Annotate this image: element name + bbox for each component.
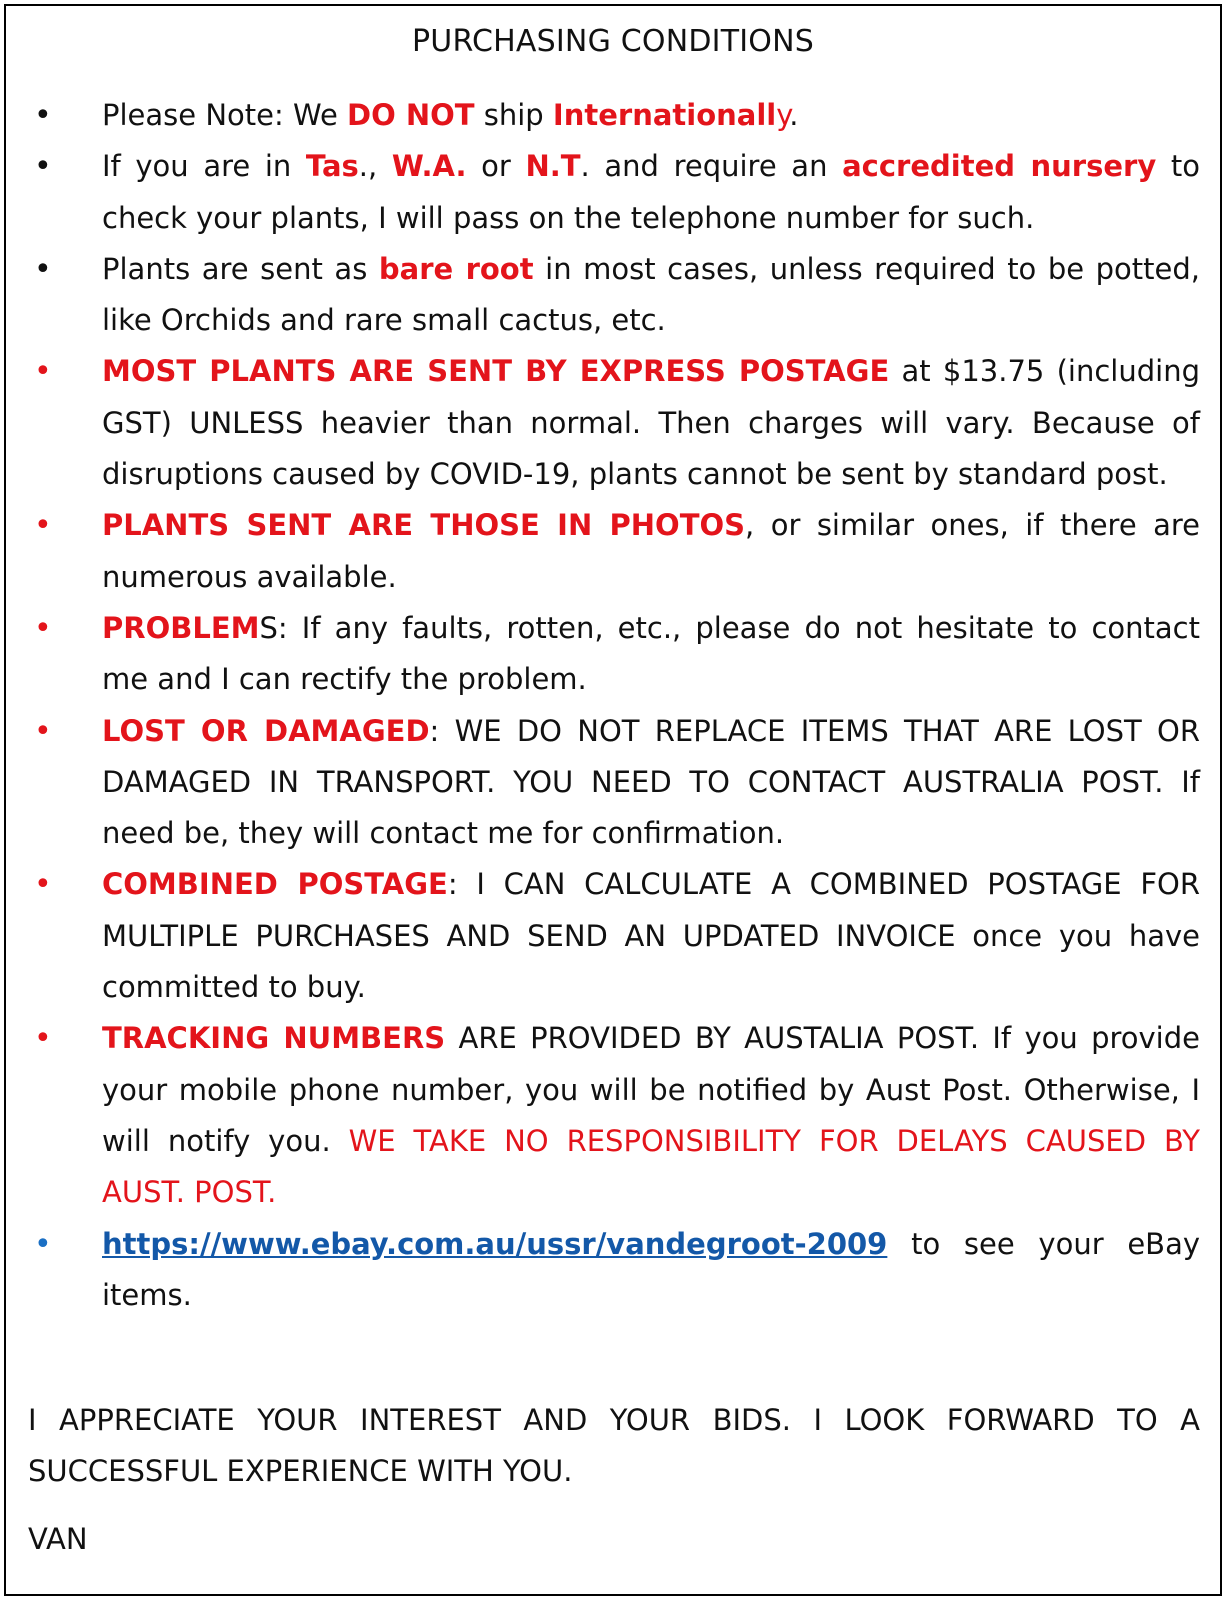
- condition-item: [6, 141, 1220, 244]
- condition-item: [6, 346, 1220, 500]
- condition-highlight: PROBLEM: [102, 610, 260, 645]
- condition-item: [6, 244, 1220, 347]
- condition-highlight: DO NOT: [347, 98, 475, 132]
- condition-text: , or similar ones, if there are numerous available.: [102, 508, 1201, 594]
- condition-item: [6, 859, 1220, 1013]
- ebay-store-link[interactable]: https://www.ebay.com.au/ussr/vandegroot-2009: [102, 1226, 888, 1261]
- page-title: PURCHASING CONDITIONS: [412, 24, 814, 59]
- condition-text: Please Note: We: [102, 98, 347, 132]
- condition-text: Plants are sent as: [102, 251, 379, 286]
- condition-text: .: [789, 98, 799, 132]
- condition-text: ARE PROVIDED BY AUSTALIA POST. If you provide your mobile phone number, you will be notified by Aust Post. Otherwise, I will notify you.: [102, 1021, 1200, 1158]
- condition-text: to see your eBay items.: [102, 1226, 1200, 1312]
- bullet-icon: •: [34, 713, 52, 749]
- condition-item: [6, 500, 1220, 603]
- condition-item: [6, 1219, 1220, 1322]
- condition-item: [6, 603, 1220, 706]
- condition-highlight: y: [776, 98, 790, 132]
- bullet-icon: •: [34, 251, 52, 287]
- conditions-list: [6, 90, 1220, 1321]
- condition-highlight: bare root: [378, 251, 534, 286]
- bullet-icon: •: [34, 1226, 52, 1262]
- bullet-icon: •: [34, 610, 52, 646]
- purchasing-conditions-document: [4, 4, 1222, 1596]
- condition-text: or: [466, 149, 526, 184]
- condition-text: If you are in: [102, 149, 306, 184]
- bullet-icon: •: [34, 354, 52, 390]
- condition-text: to check your plants, I will pass on the telephone number for such.: [102, 149, 1200, 235]
- condition-text: : WE DO NOT REPLACE ITEMS THAT ARE LOST OR DAMAGED IN TRANSPORT. YOU NEED TO CONTACT AUSTRALIA POST. If need be, they will contact me for confirmation.: [102, 713, 1200, 851]
- condition-text: S: If any faults, rotten, etc., please do not hesitate to contact me and I can rectify the problem.: [102, 610, 1200, 697]
- condition-item: [6, 90, 1220, 141]
- condition-highlight: MOST PLANTS ARE SENT BY EXPRESS POSTAGE: [102, 354, 890, 389]
- bullet-icon: •: [34, 149, 52, 185]
- bullet-icon: •: [34, 1021, 52, 1057]
- condition-highlight: LOST OR DAMAGED: [102, 713, 430, 748]
- condition-highlight: N.T: [525, 149, 581, 184]
- condition-text: in most cases, unless required to be potted, like Orchids and rare small cactus, etc.: [102, 251, 1201, 338]
- condition-item: [6, 706, 1220, 860]
- condition-highlight: PLANTS SENT ARE THOSE IN PHOTOS: [102, 508, 746, 543]
- condition-text: : I CAN CALCULATE A COMBINED POSTAGE FOR MULTIPLE PURCHASES AND SEND AN UPDATED INVOICE once you have committed to buy.: [102, 867, 1200, 1005]
- condition-highlight: W.A.: [391, 149, 467, 184]
- closing-statement: I APPRECIATE YOUR INTEREST AND YOUR BIDS. I LOOK FORWARD TO A SUCCESSFUL EXPERIENCE WITH YOU.: [28, 1403, 1200, 1488]
- signoff: VAN: [28, 1522, 88, 1556]
- condition-text: at $13.75 (including GST) UNLESS heavier than normal. Then charges will vary. Because of disruptions caused by COVID-19, plants cannot be sent by standard post.: [102, 354, 1201, 492]
- condition-highlight: Tas: [305, 149, 359, 184]
- condition-text: ship: [474, 98, 553, 132]
- bullet-icon: •: [34, 867, 52, 903]
- condition-highlight: TRACKING NUMBERS: [102, 1021, 446, 1056]
- condition-highlight: Internationall: [552, 98, 777, 132]
- condition-text: .,: [358, 149, 392, 184]
- condition-highlight: WE TAKE NO RESPONSIBILITY FOR DELAYS CAUSED BY AUST. POST.: [102, 1123, 1200, 1210]
- bullet-icon: •: [34, 98, 52, 133]
- condition-highlight: COMBINED POSTAGE: [102, 867, 448, 902]
- condition-item: [6, 1013, 1220, 1218]
- condition-highlight: accredited nursery: [842, 149, 1157, 184]
- bullet-icon: •: [34, 508, 52, 544]
- condition-text: . and require an: [580, 149, 843, 184]
